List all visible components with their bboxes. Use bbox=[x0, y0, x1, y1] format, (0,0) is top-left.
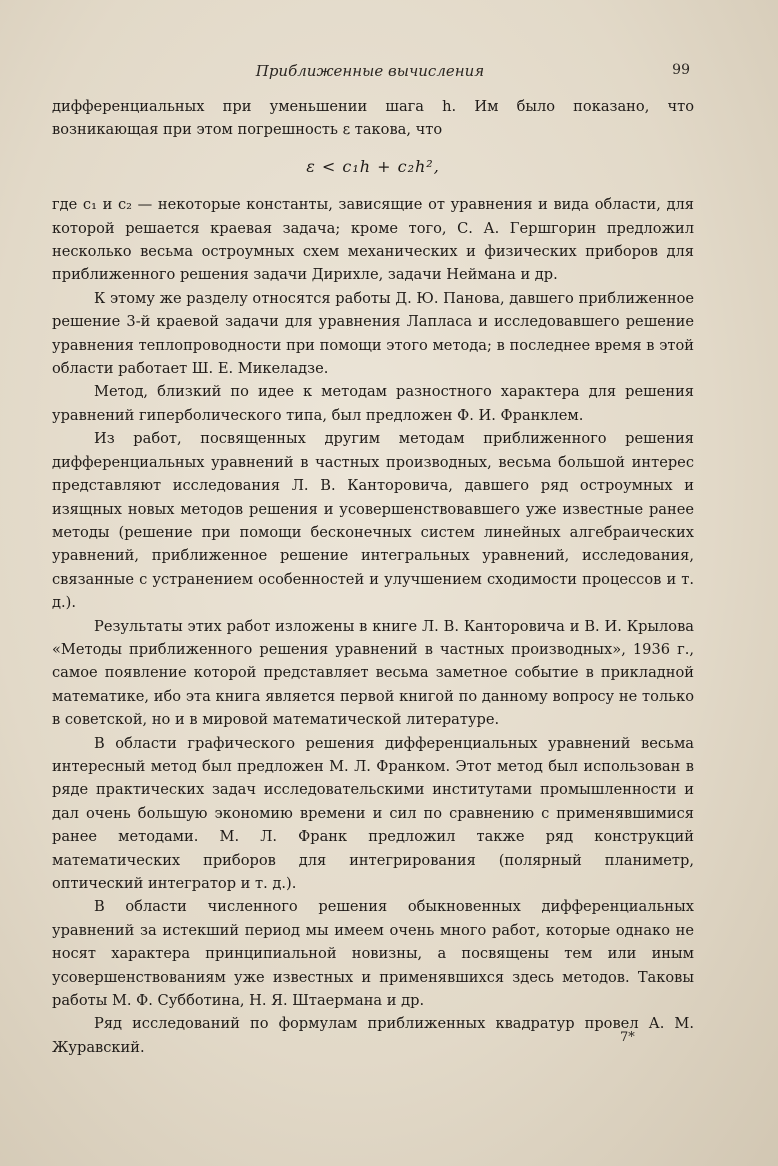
body-text bbox=[52, 95, 694, 1059]
page-number: 99 bbox=[672, 62, 690, 78]
paragraph-3: К этому же разделу относятся работы Д. Ю. Панова, давшего приближенное решение 3-й краевой задачи для уравнения Лапласа и исследовавшего решение уравнения теплопроводности при помощи этого метода; в последнее время в этой области работает Ш. Е. Микеладзе. bbox=[52, 289, 694, 378]
running-title: Приближенные вычисления bbox=[255, 62, 485, 80]
paragraph-2: где c₁ и c₂ — некоторые константы, зависящие от уравнения и вида области, для которой решается краевая задача; кроме того, С. А. Гершгорин предложил несколько весьма остроумных схем механических и физических приборов для приближенного решения задачи Дирихле, задачи Неймана и др. bbox=[52, 196, 694, 284]
formula: ε < c₁h + c₂h², bbox=[306, 156, 440, 176]
paragraph-9: Ряд исследований по формулам приближенных квадратур провел А. М. Журавский. bbox=[52, 1015, 694, 1056]
paragraph-1: дифференциальных при уменьшении шага h. Им было показано, что возникающая при этом погрешность ε такова, что bbox=[52, 98, 694, 139]
page-header bbox=[50, 56, 690, 84]
paragraph-6: Результаты этих работ изложены в книге Л. В. Канторовича и В. И. Крылова «Методы приближенного решения уравнений в частных производных», 1936 г., самое появление которой представляет весьма заметное событие в прикладной математике, ибо эта книга является первой книгой по данному вопросу не только в советской, но и в мировой математической литературе. bbox=[52, 617, 694, 729]
paragraph-5: Из работ, посвященных другим методам приближенного решения дифференциальных уравнений в частных производных, весьма большой интерес представляют исследования Л. В. Канторовича, давшего ряд остроумных и изящных новых методов решения и усовершенствовавшего уже известные ранее методы (решение при помощи бесконечных систем линейных алгебраических уравнений, приближенное решение интегральных уравнений, исследования, связанные с устранением особенностей и улучшением сходимости процессов и т. д.). bbox=[52, 430, 694, 612]
signature-mark: 7* bbox=[620, 1030, 635, 1045]
paragraph-8: В области численного решения обыкновенных дифференциальных уравнений за истекший период мы имеем очень много работ, которые однако не носят характера принципиальной новизны, а посвящены тем или иным усовершенствованиям уже известных и применявшихся здесь методов. Таковы работы М. Ф. Субботина, Н. Я. Штаермана и др. bbox=[52, 898, 694, 1010]
paragraph-7: В области графического решения дифференциальных уравнений весьма интересный метод был предложен М. Л. Франком. Этот метод был использован в ряде практических задач исследовательскими институтами промышленности и дал очень большую экономию времени и сил по сравнению с применявшимися ранее методами. М. Л. Франк предложил также ряд конструкций математических приборов для интегрирования (полярный планиметр, оптический интегратор и т. д.). bbox=[52, 734, 694, 892]
paragraph-4: Метод, близкий по идее к методам разностного характера для решения уравнений гиперболического типа, был предложен Ф. И. Франклем. bbox=[52, 383, 694, 424]
